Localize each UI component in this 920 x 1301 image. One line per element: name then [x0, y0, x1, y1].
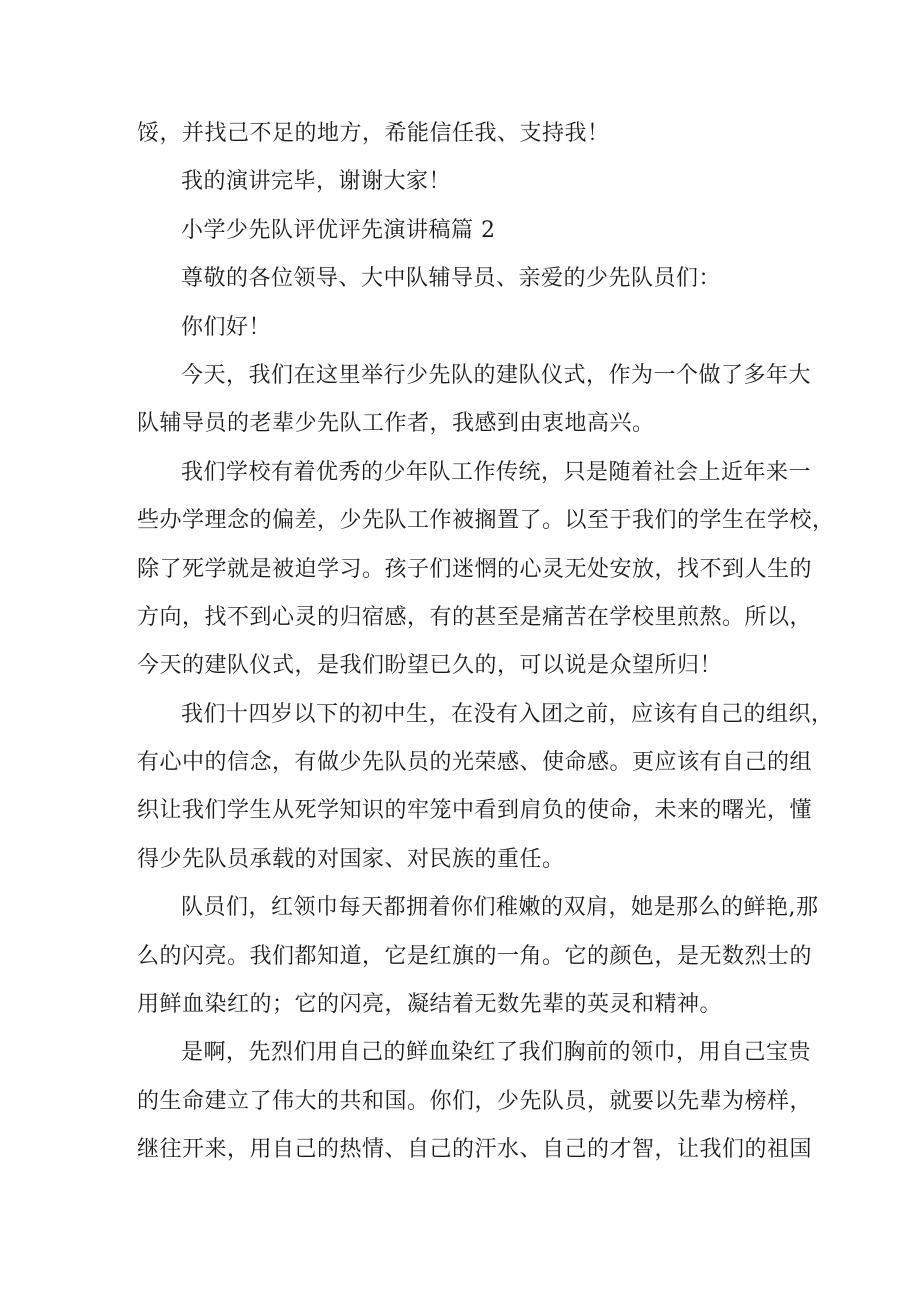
text-line: 你们好！	[181, 314, 272, 340]
text-line: 我们学校有着优秀的少年队工作传统，只是随着社会上近年来一	[181, 459, 812, 485]
text-line: 队员们，红领巾每天都拥着你们稚嫩的双肩，她是那么的鲜艳,那	[181, 895, 819, 921]
text-line: 我们十四岁以下的初中生，在没有入团之前，应该有自己的组织，	[181, 701, 834, 727]
text-line: 得少先队员承载的对国家、对民族的重任。	[137, 846, 565, 872]
text-line: 尊敬的各位领导、大中队辅导员、亲爱的少先队员们：	[181, 266, 722, 292]
text-line: 队辅导员的老辈少先队工作者，我感到由衷地高兴。	[137, 411, 655, 437]
text-line: 有心中的信念，有做少先队员的光荣感、使命感。更应该有自己的组	[137, 750, 813, 776]
text-line: 今天，我们在这里举行少先队的建队仪式，作为一个做了多年大	[181, 362, 812, 388]
text-line: 是啊，先烈们用自己的鲜血染红了我们胸前的领巾，用自己宝贵	[181, 1040, 812, 1066]
text-line: 馁，并找己不足的地方，希能信任我、支持我！	[137, 121, 610, 146]
text-line: 小学少先队评优评先演讲稿篇 2	[181, 217, 496, 243]
document-body	[137, 110, 835, 1175]
text-line: 继往开来，用自己的热情、自己的汗水、自己的才智，让我们的祖国	[137, 1137, 813, 1163]
text-line: 的生命建立了伟大的共和国。你们，少先队员，就要以先辈为榜样，	[137, 1088, 813, 1114]
text-line: 些办学理念的偏差，少先队工作被搁置了。以至于我们的学生在学校，	[137, 508, 835, 534]
text-line: 今天的建队仪式，是我们盼望已久的，可以说是众望所归！	[137, 653, 723, 679]
text-line: 我的演讲完毕，谢谢大家！	[181, 169, 452, 195]
text-line: 除了死学就是被迫学习。孩子们迷惘的心灵无处安放，找不到人生的	[137, 556, 813, 582]
text-line: 织让我们学生从死学知识的牢笼中看到肩负的使命，未来的曙光，懂	[137, 798, 813, 824]
text-line: 方向，找不到心灵的归宿感，有的甚至是痛苦在学校里煎熬。所以，	[137, 604, 813, 630]
text-line: 用鲜血染红的；它的闪亮，凝结着无数先辈的英灵和精神。	[137, 992, 723, 1018]
text-line: 么的闪亮。我们都知道，它是红旗的一角。它的颜色，是无数烈士的	[137, 943, 813, 969]
